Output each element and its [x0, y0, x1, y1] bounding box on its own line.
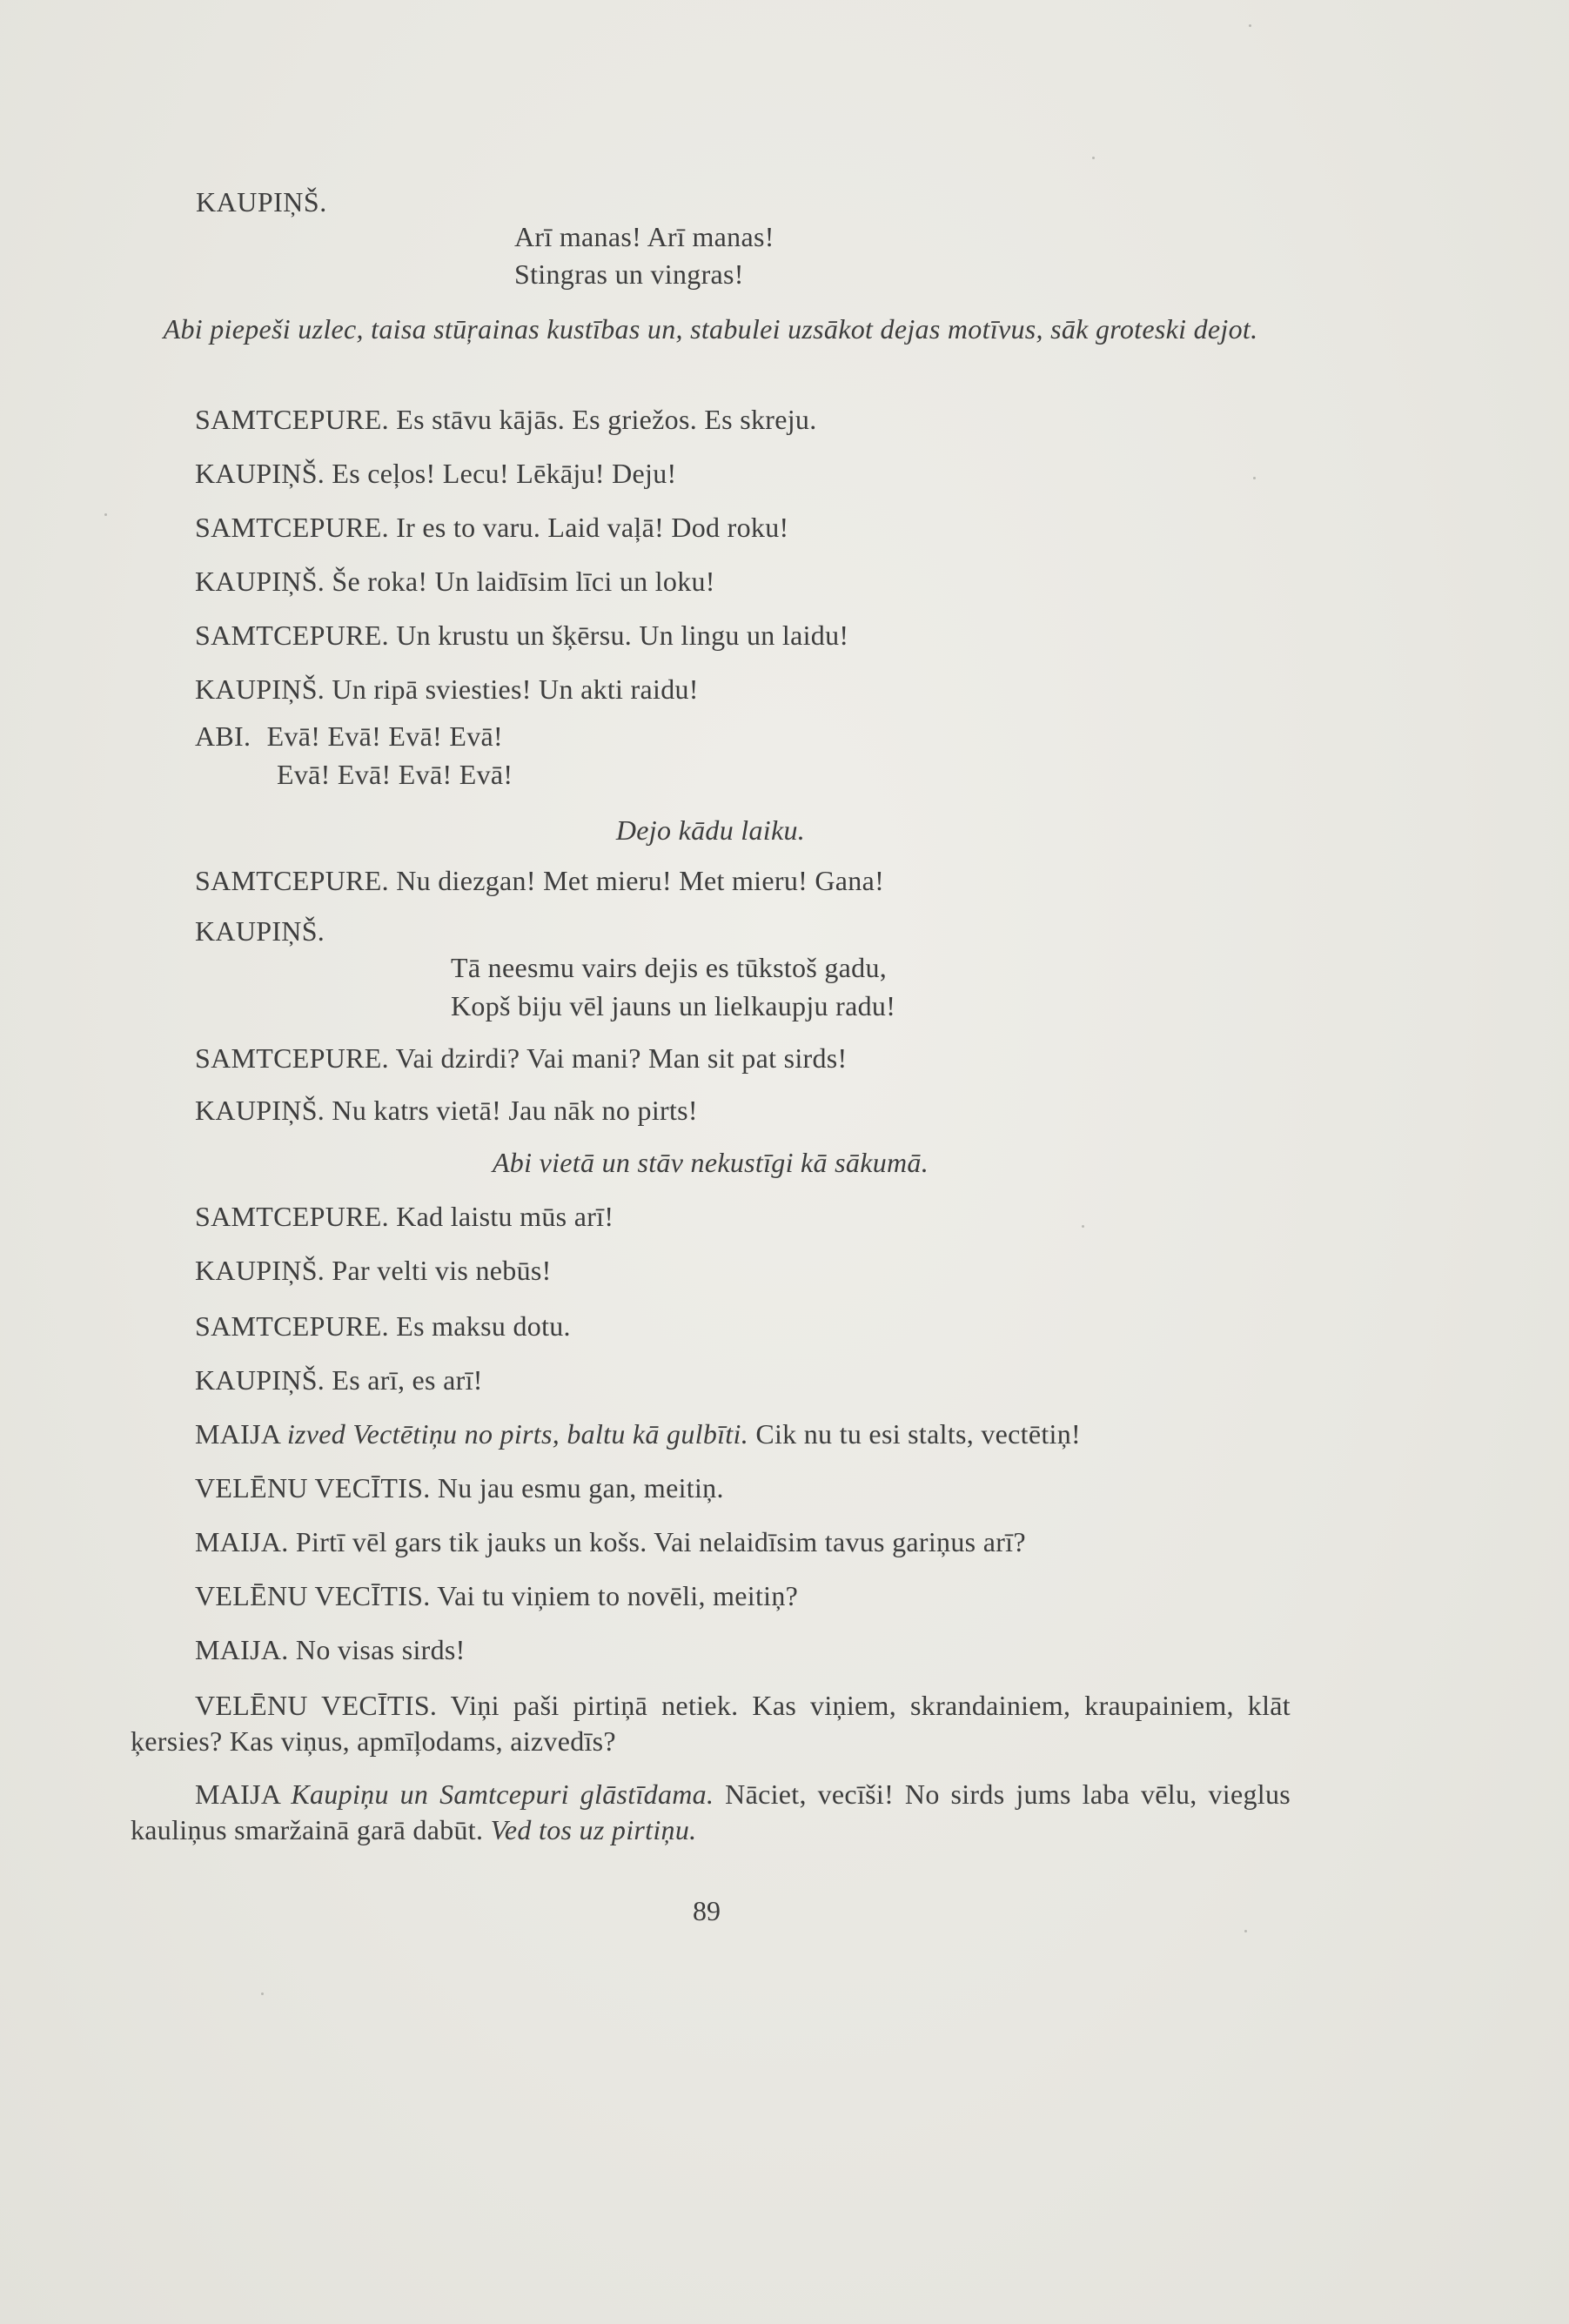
line-text: Vai dzirdi? Vai mani? Man sit pat sirds!: [395, 1042, 848, 1074]
line-text: Es maksu dotu.: [396, 1310, 571, 1342]
speaker-samtcepure: SAMTCEPURE.: [195, 1042, 389, 1074]
speaker-velenu: VELĒNU VECĪTIS.: [195, 1472, 431, 1504]
paper-speck: [104, 513, 107, 516]
speaker-samtcepure: SAMTCEPURE.: [195, 1201, 389, 1232]
paper-speck: [1244, 1930, 1247, 1932]
speaker-abi: ABI.: [195, 720, 251, 752]
line-text: Nāciet, vecīši! No sirds jums laba vēlu, vieglus kauliņus smaržainā garā dabūt.: [131, 1778, 1291, 1845]
dialogue-line: [195, 1199, 614, 1234]
line-text: Evā! Evā! Evā! Evā!: [266, 720, 503, 752]
line-text: Pirtī vēl gars tik jauks un košs. Vai nelaidīsim tavus gariņus arī?: [295, 1526, 1026, 1557]
line-text: Cik nu tu esi stalts, vectētiņ!: [755, 1418, 1082, 1450]
paper-speck: [1253, 477, 1256, 479]
speaker-kaupins: KAUPIŅŠ.: [195, 458, 325, 489]
dialogue-line: [195, 510, 788, 545]
line-text: Viņi paši pirtiņā netiek. Kas viņiem, skrandainiem, kraupainiem, klāt ķersies? Kas viņus, apmīļodams, aizvedīs?: [131, 1690, 1291, 1757]
page-number: 89: [693, 1895, 721, 1926]
speaker-kaupins: KAUPIŅŠ.: [196, 186, 327, 218]
dialogue-line: [195, 1093, 698, 1128]
line-text: Es ceļos! Lecu! Lēkāju! Deju!: [332, 458, 677, 489]
dialogue-line: [195, 1632, 466, 1667]
stage-direction: Abi piepeši uzlec, taisa stūŗainas kustības un, stabulei uzsākot dejas motīvus, sāk groteski dejot.: [163, 313, 1258, 345]
dialogue-line: [195, 564, 715, 599]
verse-line: Tā neesmu vairs dejis es tūkstoš gadu,: [451, 952, 888, 983]
line-text: Nu diezgan! Met mieru! Met mieru! Gana!: [396, 865, 885, 896]
verse-line: Arī manas! Arī manas!: [514, 221, 774, 252]
speaker-velenu: VELĒNU VECĪTIS.: [195, 1690, 438, 1721]
speaker-velenu: VELĒNU VECĪTIS.: [195, 1580, 431, 1611]
line-text: Par velti vis nebūs!: [332, 1255, 552, 1286]
line-text: Es stāvu kājās. Es griežos. Es skreju.: [396, 404, 817, 435]
dialogue-line: [195, 456, 676, 491]
stage-direction: Kaupiņu un Samtcepuri glāstīdama.: [291, 1778, 714, 1810]
stage-direction: izved Vectētiņu no pirts, baltu kā gulbīti.: [286, 1418, 748, 1450]
speaker-kaupins: KAUPIŅŠ.: [195, 673, 325, 705]
dialogue-line: [195, 1417, 1081, 1451]
dialogue-line: [195, 719, 503, 753]
line-text: Evā! Evā! Evā! Evā!: [277, 759, 513, 790]
verse-line: Stingras un vingras!: [514, 258, 744, 290]
speaker-samtcepure: SAMTCEPURE.: [195, 865, 389, 896]
dialogue-line: [195, 672, 699, 707]
dialogue-line: [195, 1470, 724, 1505]
speaker-kaupins: KAUPIŅŠ.: [195, 566, 325, 597]
line-text: Es arī, es arī!: [332, 1364, 483, 1396]
dialogue-line: [195, 863, 884, 898]
speaker-samtcepure: SAMTCEPURE.: [195, 1310, 389, 1342]
speaker-samtcepure: SAMTCEPURE.: [195, 620, 389, 651]
dialogue-line: [195, 618, 848, 653]
dialogue-paragraph: [131, 1688, 1291, 1759]
speaker-maija: MAIJA: [195, 1418, 280, 1450]
line-text: Kad laistu mūs arī!: [396, 1201, 614, 1232]
speaker-samtcepure: SAMTCEPURE.: [195, 404, 389, 435]
verse-line: Kopš biju vēl jauns un lielkaupju radu!: [451, 990, 896, 1021]
paper-speck: [1082, 1225, 1084, 1228]
speaker-maija: MAIJA.: [195, 1634, 289, 1665]
dialogue-line: [195, 1309, 571, 1343]
line-text: Nu katrs vietā! Jau nāk no pirts!: [332, 1095, 698, 1126]
line-text: No visas sirds!: [295, 1634, 466, 1665]
paper-speck: [1092, 157, 1095, 159]
paper-speck: [261, 1992, 264, 1995]
stage-direction: Abi vietā un stāv nekustīgi kā sākumā.: [492, 1147, 929, 1178]
line-text: Vai tu viņiem to novēli, meitiņ?: [437, 1580, 799, 1611]
line-text: Un krustu un šķērsu. Un lingu un laidu!: [396, 620, 849, 651]
speaker-samtcepure: SAMTCEPURE.: [195, 512, 389, 543]
speaker-maija: MAIJA: [195, 1778, 280, 1810]
speaker-kaupins: KAUPIŅŠ.: [195, 915, 325, 947]
speaker-kaupins: KAUPIŅŠ.: [195, 1095, 325, 1126]
speaker-kaupins: KAUPIŅŠ.: [195, 1255, 325, 1286]
line-text: Ir es to varu. Laid vaļā! Dod roku!: [396, 512, 789, 543]
dialogue-line: [195, 402, 817, 437]
paper-speck: [1249, 24, 1251, 27]
stage-direction: Ved tos uz pirtiņu.: [490, 1814, 697, 1845]
dialogue-line: [195, 1041, 848, 1075]
speaker-maija: MAIJA.: [195, 1526, 289, 1557]
line-text: Nu jau esmu gan, meitiņ.: [437, 1472, 724, 1504]
line-text: Še roka! Un laidīsim līci un loku!: [332, 566, 715, 597]
line-text: Un ripā sviesties! Un akti raidu!: [332, 673, 699, 705]
dialogue-line: [195, 1524, 1026, 1559]
dialogue-paragraph: [131, 1777, 1291, 1848]
dialogue-line: [195, 1363, 483, 1397]
speaker-kaupins: KAUPIŅŠ.: [195, 1364, 325, 1396]
dialogue-line: [195, 1253, 552, 1288]
dialogue-line: [195, 1578, 798, 1613]
stage-direction: Dejo kādu laiku.: [615, 814, 806, 846]
